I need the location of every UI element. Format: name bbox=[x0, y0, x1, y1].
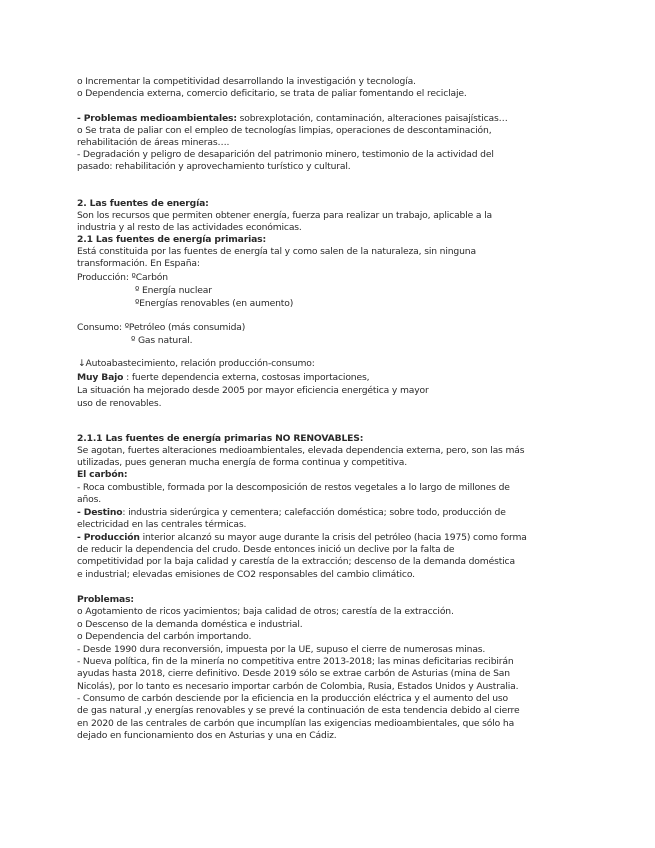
fuentes-line-2: industria y al resto de las actividades económicas. bbox=[77, 222, 302, 233]
fuentes-line-5: La situación ha mejorado desde 2005 por mayor eficiencia energética y mayor bbox=[77, 385, 429, 396]
fuentes-primarias-heading: 2.1 Las fuentes de energía primarias: bbox=[77, 234, 266, 245]
produccion-interior-label: - Producción bbox=[77, 532, 140, 543]
fuentes-line-3: Está constituida por las fuentes de energía tal y como salen de la naturaleza, sin ninguna bbox=[77, 246, 476, 257]
problemas-line-2: o Descenso de la demanda doméstica e industrial. bbox=[77, 619, 303, 630]
no-renovables-line-3: - Roca combustible, formada por la descomposición de restos vegetales a lo largo de millones de bbox=[77, 482, 510, 493]
problemas-medio-line-1 bbox=[77, 113, 508, 125]
problemas-medio-line-4: - Degradación y peligro de desaparición del patrimonio minero, testimonio de la actividad del bbox=[77, 149, 494, 160]
no-renovables-line-6: de reducir la dependencia del crudo. Desde entonces inició un declive por la falta de bbox=[77, 544, 455, 555]
produccion-renovables: ºEnergías renovables (en aumento) bbox=[135, 298, 294, 309]
fuentes-heading: 2. Las fuentes de energía: bbox=[77, 198, 209, 209]
fuentes-line-1: Son los recursos que permiten obtener energía, fuerza para realizar un trabajo, aplicable a la bbox=[77, 210, 493, 221]
produccion-nuclear: º Energía nuclear bbox=[135, 285, 212, 296]
problemas-line-3: o Dependencia del carbón importando. bbox=[77, 631, 252, 642]
produccion-label: Producción: º bbox=[77, 272, 136, 283]
problemas-line-8: - Consumo de carbón desciende por la eficiencia en la producción eléctrica y el aumento del uso bbox=[77, 693, 509, 704]
destino-label: - Destino bbox=[77, 507, 123, 518]
muy-bajo-line bbox=[77, 372, 369, 384]
no-renovables-line-1: Se agotan, fuertes alteraciones medioambientales, elevada dependencia externa, pero, son las más bbox=[77, 445, 525, 456]
intro-line-2: o Dependencia externa, comercio deficitario, se trata de paliar fomentando el reciclaje. bbox=[77, 88, 467, 99]
problemas-line-9: de gas natural ,y energías renovables y se prevé la continuación de esta tendencia debido al cierre bbox=[77, 705, 520, 716]
produccion-interior-rest: interior alcanzó su mayor auge durante la crisis del petróleo (hacia 1975) como forma bbox=[139, 532, 527, 543]
produccion-carbon: Carbón bbox=[135, 272, 168, 283]
produccion-interior-line bbox=[77, 532, 527, 544]
muy-bajo-label: Muy Bajo bbox=[77, 372, 124, 383]
problemas-line-7: Nicolás), por lo tanto es necesario importar carbón de Colombia, Rusia, Estados Unidos y Australia. bbox=[77, 681, 519, 692]
no-renovables-line-4: años. bbox=[77, 494, 102, 505]
problemas-medio-line-2: o Se trata de paliar con el empleo de tecnologías limpias, operaciones de descontaminación, bbox=[77, 125, 492, 136]
fuentes-line-6: uso de renovables. bbox=[77, 398, 162, 409]
no-renovables-heading: 2.1.1 Las fuentes de energía primarias NO RENOVABLES: bbox=[77, 433, 364, 444]
problemas-line-11: dejado en funcionamiento dos en Asturias y una en Cádiz. bbox=[77, 730, 337, 741]
consumo-line-1 bbox=[77, 322, 245, 334]
destino-line bbox=[77, 507, 506, 519]
problemas-medio-line-5: pasado: rehabilitación y aprovechamiento turístico y cultural. bbox=[77, 161, 351, 172]
autoabastecimiento: ↓Autoabastecimiento, relación producción-consumo: bbox=[78, 358, 315, 369]
carbon-heading: El carbón: bbox=[77, 469, 128, 480]
consumo-petroleo: Petróleo (más consumida) bbox=[128, 322, 246, 333]
problemas-line-1: o Agotamiento de ricos yacimientos; baja calidad de otros; carestía de la extracción. bbox=[77, 606, 454, 617]
no-renovables-line-2: utilizadas, pues generan mucha energía de forma continua y competitiva. bbox=[77, 457, 407, 468]
no-renovables-line-8: e industrial; elevadas emisiones de CO2 responsables del cambio climático. bbox=[77, 569, 415, 580]
problemas-medio-line-3: rehabilitación de áreas mineras…. bbox=[77, 137, 230, 148]
consumo-label: Consumo: º bbox=[77, 322, 129, 333]
produccion-line-1 bbox=[77, 272, 168, 284]
problemas-line-5: - Nueva política, fin de la minería no competitiva entre 2013-2018; las minas deficitarias recibirán bbox=[77, 656, 514, 667]
problemas-heading: Problemas: bbox=[77, 594, 134, 605]
no-renovables-line-5: electricidad en las centrales térmicas. bbox=[77, 519, 247, 530]
problemas-line-6: ayudas hasta 2018, cierre definitivo. Desde 2019 sólo se extrae carbón de Asturias (mina de San bbox=[77, 668, 510, 679]
muy-bajo-rest: : fuerte dependencia externa, costosas importaciones, bbox=[123, 372, 370, 383]
intro-line-1: o Incrementar la competitividad desarrollando la investigación y tecnología. bbox=[77, 76, 416, 87]
problemas-line-10: en 2020 de las centrales de carbón que incumplían las exigencias medioambientales, que sólo ha bbox=[77, 718, 515, 729]
no-renovables-line-7: competitividad por la baja calidad y carestía de la extracción; descenso de la demanda doméstica bbox=[77, 556, 515, 567]
fuentes-line-4: transformación. En España: bbox=[77, 258, 200, 269]
problemas-line-4: - Desde 1990 dura reconversión, impuesta por la UE, supuso el cierre de numerosas minas. bbox=[77, 644, 486, 655]
problemas-medio-heading: - Problemas medioambientales: bbox=[77, 113, 237, 124]
destino-rest: : industria siderúrgica y cementera; calefacción doméstica; sobre todo, producción de bbox=[122, 507, 506, 518]
consumo-gas: º Gas natural. bbox=[131, 335, 193, 346]
problemas-medio-heading-rest: sobrexplotación, contaminación, alteraciones paisajísticas… bbox=[236, 113, 508, 124]
